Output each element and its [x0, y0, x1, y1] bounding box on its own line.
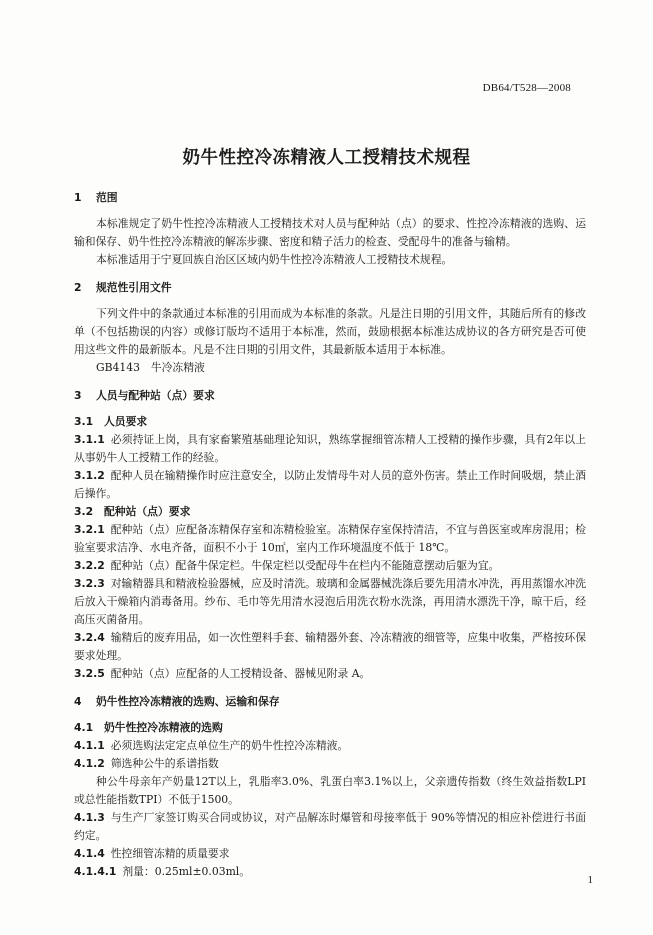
clause [74, 665, 586, 683]
clause-number: 3.2.4 [74, 631, 105, 644]
clause-number: 3.2.5 [74, 667, 105, 680]
section-title: 人员与配种站（点）要求 [96, 389, 215, 402]
clause-text: 配种站（点）配备牛保定栏。牛保定栏以受配母牛在栏内不能随意摆动后躯为宜。 [110, 559, 500, 572]
clause-text: 输精后的废弃用品，如一次性塑料手套、输精器外套、冷冻精液的细管等，应集中收集，严格按环保要求处理。 [74, 631, 586, 662]
subsection-heading [74, 413, 586, 431]
paragraph: 本标准规定了奶牛性控冷冻精液人工授精技术对人员与配种站（点）的要求、性控冷冻精液的选购、运输和保存、奶牛性控冷冻精液的解冻步骤、密度和精子活力的检查、受配母牛的准备与输精。 [74, 217, 586, 248]
section-title: 范围 [96, 191, 118, 204]
section-heading-4 [74, 693, 586, 711]
page-number: 1 [587, 874, 593, 886]
clause-text: 性控细管冻精的质量要求 [110, 847, 230, 860]
clause-number: 3.1.1 [74, 433, 105, 446]
clause-number: 4.1.3 [74, 811, 105, 824]
clause-number: 4.1.4.1 [74, 865, 117, 878]
clause-number: 4.1.1 [74, 739, 105, 752]
clause-number: 4.1.4 [74, 847, 105, 860]
paragraph: 本标准适用于宁夏回族自治区区域内奶牛性控冷冻精液人工授精技术规程。 [96, 253, 453, 266]
subsection-title: 奶牛性控冷冻精液的选购 [104, 721, 223, 734]
clause [74, 863, 586, 881]
clause [74, 845, 586, 863]
section-heading-1 [74, 189, 586, 207]
section-number: 3 [74, 389, 82, 402]
clause-number: 3.2.3 [74, 577, 105, 590]
clause-number: 3.2.2 [74, 559, 105, 572]
section-title: 奶牛性控冷冻精液的选购、运输和保存 [96, 695, 280, 708]
section-heading-2 [74, 279, 586, 297]
section-number: 2 [74, 281, 82, 294]
clause [74, 521, 586, 557]
page-title: 奶牛性控冷冻精液人工授精技术规程 [182, 148, 471, 168]
clause-number: 4.1.2 [74, 757, 105, 770]
clause [74, 431, 586, 467]
subsection-number: 3.1 [74, 415, 94, 428]
clause [74, 755, 586, 773]
subsection-heading [74, 719, 586, 737]
subsection-number: 3.2 [74, 505, 94, 518]
section-heading-3 [74, 387, 586, 405]
paragraph: 种公牛母亲年产奶量12T以上，乳脂率3.0%、乳蛋白率3.1%以上，父亲遗传指数（终生效益指数LPI或总性能指数TPI）不低于1500。 [74, 775, 586, 806]
clause-text: 对输精器具和精液检验器械，应及时清洗。玻璃和金属器械洗涤后要先用清水冲洗，再用蒸馏水冲洗后放入干燥箱内消毒备用。纱布、毛巾等先用清水浸泡后用洗衣粉水洗涤，再用清水漂洗干净，晾干后，经高压灭菌备用。 [74, 577, 586, 626]
clause-text: 必须持证上岗，具有家畜繁殖基础理论知识，熟练掌握细管冻精人工授精的操作步骤，具有2年以上从事奶牛人工授精工作的经验。 [74, 433, 586, 464]
clause-text: 筛选种公牛的系谱指数 [110, 757, 219, 770]
clause [74, 575, 586, 629]
document-body [74, 187, 586, 881]
reference-item: GB4143 牛冷冻精液 [96, 361, 205, 374]
clause-number: 3.2.1 [74, 523, 105, 536]
subsection-title: 人员要求 [104, 415, 148, 428]
clause-text: 剂量：0.25ml±0.03ml。 [122, 865, 251, 878]
clause [74, 629, 586, 665]
section-number: 4 [74, 695, 82, 708]
clause [74, 467, 586, 503]
document-code: DB64/T528—2008 [482, 82, 571, 94]
subsection-title: 配种站（点）要求 [104, 505, 191, 518]
clause-text: 必须选购法定定点单位生产的奶牛性控冷冻精液。 [110, 739, 349, 752]
subsection-heading [74, 503, 586, 521]
clause [74, 557, 586, 575]
paragraph: 下列文件中的条款通过本标准的引用而成为本标准的条款。凡是注日期的引用文件，其随后所有的修改单（不包括勘误的内容）或修订版均不适用于本标准，然而，鼓励根据本标准达成协议的各方研究是否可使用这些文件的最新版本。凡是不注日期的引用文件，其最新版本适用于本标准。 [74, 307, 586, 356]
clause-text: 配种站（点）应配备冻精保存室和冻精检验室。冻精保存室保持清洁，不宜与兽医室或库房混用；检验室要求洁净、水电齐备，面积不小于 10㎡，室内工作环境温度不低于 18℃。 [74, 523, 586, 554]
clause-text: 与生产厂家签订购买合同或协议，对产品解冻时爆管和母接率低于 90%等情况的相应补偿进行书面约定。 [74, 811, 586, 842]
clause-number: 3.1.2 [74, 469, 105, 482]
clause-text: 配种站（点）应配备的人工授精设备、器械见附录 A。 [110, 667, 371, 680]
subsection-number: 4.1 [74, 721, 94, 734]
section-title: 规范性引用文件 [96, 281, 172, 294]
clause [74, 809, 586, 845]
section-number: 1 [74, 191, 82, 204]
clause-text: 配种人员在输精操作时应注意安全，以防止发情母牛对人员的意外伤害。禁止工作时间吸烟，禁止酒后操作。 [74, 469, 586, 500]
clause [74, 737, 586, 755]
